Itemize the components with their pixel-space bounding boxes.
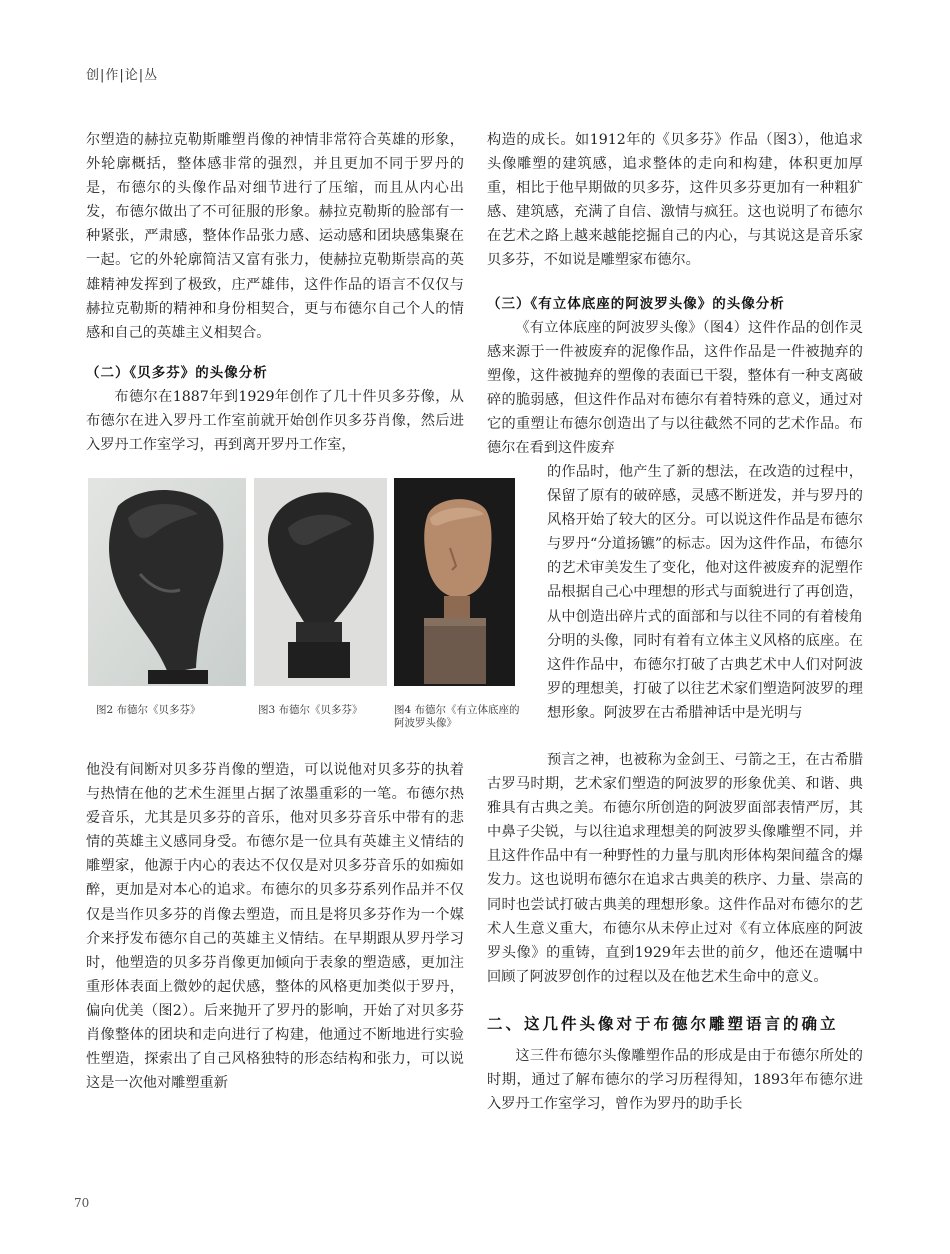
right-paragraph-2c: 预言之神，也被称为金剑王、弓箭之王，在古希腊古罗马时期，艺术家们塑造的阿波罗的形象优美、和谐、典雅具有古典之美。布德尔所创造的阿波罗面部表情严厉，其中鼻子尖锐，与以往追求理想美的阿波罗头像雕塑不同，并且这件作品中有一种野性的力量与肌肉形体构架间蕴含的爆发力。这也说明布德尔在追求古典美的秩序、力量、崇高的同时也尝试打破古典美的理想形象。这件作品对布德尔的艺术人生意义重大，布德尔从未停止过对《有立体底座的阿波罗头像》的重铸，直到1929年去世的前夕，他还在遗嘱中回顾了阿波罗创作的过程以及在他艺术生命中的意义。 [487, 752, 863, 985]
chapter-heading: 二、这几件头像对于布德尔雕塑语言的确立 [487, 1015, 839, 1033]
figure-2-beethoven-bust-image [88, 478, 246, 686]
figure-3-caption: 图3 布德尔《贝多芬》 [258, 704, 363, 716]
page-number: 70 [74, 1196, 90, 1210]
right-paragraph-1: 构造的成长。如1912年的《贝多芬》作品（图3），他追求头像雕塑的建筑感，追求整体的走向和构建，体积更加厚重，相比于他早期做的贝多芬，这件贝多芬更加有一种粗犷感、建筑感，充满了自信、激情与疯狂。这也说明了布德尔在艺术之路上越来越能挖掘自己的内心，与其说这是音乐家贝多芬，不如说是雕塑家布德尔。 [487, 132, 863, 269]
left-paragraph-2: 布德尔在1887年到1929年创作了几十件贝多芬像，从布德尔在进入罗丹工作室前就开始创作贝多芬肖像，然后进入罗丹工作室学习，再到离开罗丹工作室， [86, 389, 464, 454]
figure-3-beethoven-bust-image [254, 478, 387, 686]
left-paragraph-3: 他没有间断对贝多芬肖像的塑造，可以说他对贝多芬的执着与热情在他的艺术生涯里占据了浓墨重彩的一笔。布德尔热爱音乐，尤其是贝多芬的音乐，他对贝多芬音乐中带有的悲情的英雄主义感同身受。布德尔是一位具有英雄主义情结的雕塑家，他源于内心的表达不仅仅是对贝多芬音乐的如痴如醉，更加是对本心的追求。布德尔的贝多芬系列作品并不仅仅是当作贝多芬的肖像去塑造，而且是将贝多芬作为一个媒介来抒发布德尔自己的英雄主义情结。在早期跟从罗丹学习时，他塑造的贝多芬肖像更加倾向于表象的塑造感，更加注重形体表面上微妙的起伏感，整体的风格更加类似于罗丹，偏向优美（图2）。后来抛开了罗丹的影响，开始了对贝多芬肖像整体的团块和走向进行了构建，他通过不断地进行实验性塑造，探索出了自己风格独特的形态结构和张力，可以说这是一次他对雕塑重新 [86, 762, 464, 1092]
right-paragraph-2a: 《有立体底座的阿波罗头像》（图4）这件作品的创作灵感来源于一件被废弃的泥像作品，这件作品是一件被抛弃的塑像，这件被抛弃的塑像的表面已干裂，整体有一种支离破碎的脆弱感，但这件作品对布德尔有着特殊的意义，通过对它的重塑让布德尔创造出了与以往截然不同的艺术作品。布德尔在看到这件废弃 [487, 320, 863, 457]
right-paragraph-2b: 的作品时，他产生了新的想法，在改造的过程中，保留了原有的破碎感，灵感不断迸发，并与罗丹的风格开始了较大的区分。可以说这件作品是布德尔与罗丹“分道扬镳”的标志。因为这件作品，布德尔的艺术审美发生了变化，他对这件被废弃的泥塑作品根据自己心中理想的形式与面貌进行了再创造，从中创造出碎片式的面部和与以往不同的有着棱角分明的头像，同时有着有立体主义风格的底座。在这件作品中，布德尔打破了古典艺术中人们对阿波罗的理想美，打破了以往艺术家们塑造阿波罗的理想形象。阿波罗在古希腊神话中是光明与 [547, 464, 863, 721]
right-paragraph-4: 这三件布德尔头像雕塑作品的形成是由于布德尔所处的时期，通过了解布德尔的学习历程得知，1893年布德尔进入罗丹工作室学习，曾作为罗丹的助手长 [487, 1048, 863, 1113]
figure-4-caption: 图4 布德尔《有立体底座的阿波罗头像》 [394, 704, 520, 729]
figure-4-apollo-head-image [394, 478, 515, 686]
running-header: 创|作|论|丛 [86, 68, 159, 83]
figure-2-caption: 图2 布德尔《贝多芬》 [96, 704, 201, 716]
section-heading-beethoven: （二）《贝多芬》的头像分析 [86, 365, 268, 381]
left-paragraph-1: 尔塑造的赫拉克勒斯雕塑肖像的神情非常符合英雄的形象，外轮廓概括，整体感非常的强烈，并且更加不同于罗丹的是，布德尔的头像作品对细节进行了压缩，而且从内心出发，布德尔做出了不可征服的形象。赫拉克勒斯的脸部有一种紧张，严肃感，整体作品张力感、运动感和团块感集聚在一起。它的外轮廓简洁又富有张力，使赫拉克勒斯崇高的英雄精神发挥到了极致，庄严雄伟，这件作品的语言不仅仅与赫拉克勒斯的精神和身份相契合，更与布德尔自己个人的情感和自己的英雄主义相契合。 [86, 132, 464, 341]
section-heading-apollo: （三）《有立体底座的阿波罗头像》的头像分析 [487, 296, 785, 312]
